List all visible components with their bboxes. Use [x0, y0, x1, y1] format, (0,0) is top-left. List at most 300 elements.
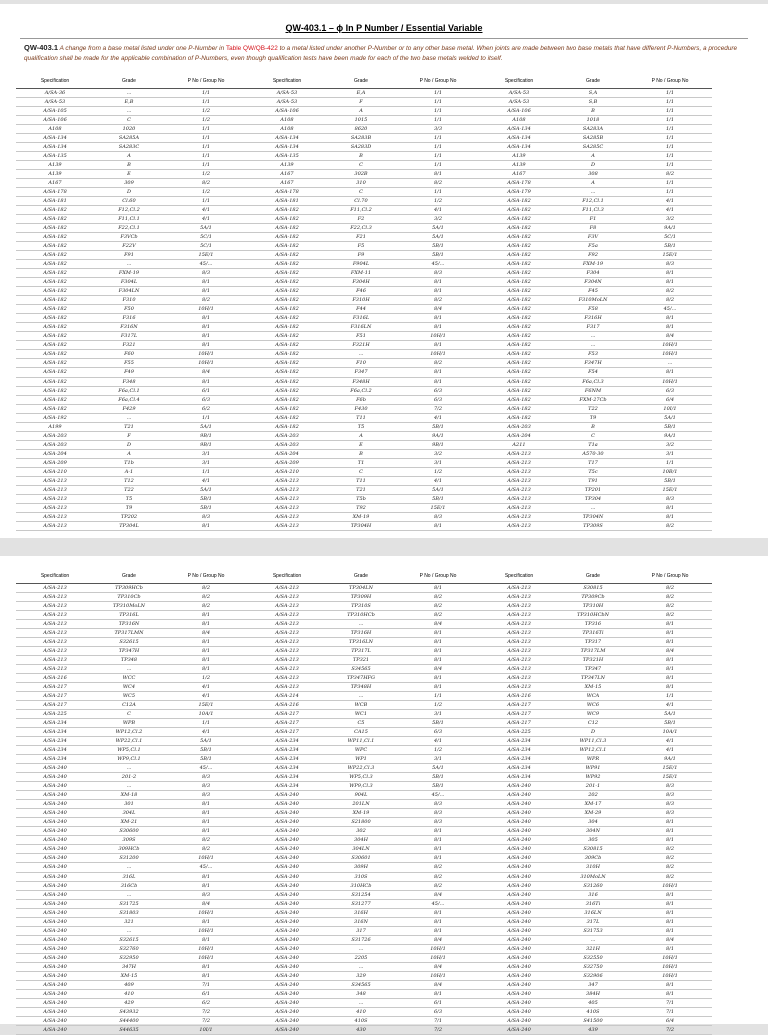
specification-cell: A/SA-213 [507, 594, 531, 601]
p-number-cell: 8/4 [665, 648, 675, 655]
specification-cell: A/SA-182 [275, 225, 299, 232]
specification-cell: A/SA-240 [43, 981, 67, 988]
grade-cell: TP317LMN [114, 630, 144, 637]
table-row [248, 719, 480, 728]
grade-cell: F1 [589, 216, 597, 223]
specification-cell: A/SA-204 [275, 450, 299, 457]
grade-cell: D [590, 729, 595, 736]
table-row [480, 459, 712, 468]
grade-cell: ... [126, 864, 132, 871]
specification-cell: A/SA-240 [275, 873, 299, 880]
table-row [248, 656, 480, 665]
table-row [248, 98, 480, 107]
table-row [248, 1017, 480, 1026]
table-row [480, 701, 712, 710]
specification-cell: A/SA-204 [43, 450, 67, 457]
table-header [480, 75, 712, 88]
grade-cell: A [359, 432, 363, 439]
specification-cell: A/SA-213 [275, 621, 299, 628]
table-row [16, 468, 248, 477]
specification-cell: A/SA-213 [43, 504, 67, 511]
table-row [16, 251, 248, 260]
specification-cell: A/SA-53 [276, 90, 298, 96]
p-number-cell: 3/2 [665, 216, 675, 223]
specification-cell: A/SA-182 [275, 333, 299, 340]
p-number-cell: 7/1 [665, 999, 675, 1006]
table-row [248, 891, 480, 900]
p-number-cell: 8/1 [201, 621, 211, 628]
specification-cell: A/SA-234 [43, 738, 67, 745]
table-row [480, 873, 712, 882]
grade-cell: WP9,Cl.1 [117, 756, 141, 763]
specification-cell: A/SA-240 [275, 1008, 299, 1015]
p-number-cell: 8/1 [433, 378, 443, 385]
p-number-cell: 8/1 [201, 612, 211, 619]
header-grade: Grade [586, 573, 600, 579]
p-number-cell: 7/1 [201, 981, 211, 988]
grade-cell: 316L [122, 873, 136, 880]
table-row [248, 116, 480, 125]
table-row [480, 909, 712, 918]
grade-cell: TP304N [582, 513, 604, 520]
table-row [248, 981, 480, 990]
specification-cell: A/SA-240 [507, 792, 531, 799]
specification-cell: A/SA-134 [275, 144, 299, 151]
specification-cell: A/SA-182 [275, 378, 299, 385]
grade-cell: S31726 [351, 936, 371, 943]
p-number-cell: 8/2 [665, 612, 675, 619]
p-number-cell: 8/2 [433, 612, 443, 619]
specification-cell: A167 [280, 171, 294, 178]
p-number-cell: 15E/1 [662, 765, 678, 772]
grade-cell: TP310MoLN [112, 603, 146, 610]
table-row [16, 981, 248, 990]
p-number-cell: 8/3 [201, 792, 211, 799]
grade-cell: XM-19 [352, 810, 370, 817]
p-number-cell: 8/1 [201, 963, 211, 970]
grade-cell: 316Ti [585, 900, 601, 907]
grade-cell: S32615 [119, 936, 139, 943]
p-number-cell: 3/1 [433, 459, 443, 466]
p-number-cell: 8/1 [201, 378, 211, 385]
grade-cell: A570-30 [582, 450, 604, 457]
grade-cell: 317L [586, 918, 600, 925]
specification-cell: A/SA-240 [43, 774, 67, 781]
specification-cell: A/SA-182 [43, 315, 67, 322]
grade-cell: S31260 [583, 882, 603, 889]
p-number-cell: 5B/1 [664, 423, 676, 430]
table-row [480, 782, 712, 791]
p-number-cell: 1/2 [433, 747, 443, 754]
specification-cell: A/SA-240 [43, 873, 67, 880]
p-number-cell: 1/1 [433, 153, 443, 160]
p-number-cell: 10I/1 [663, 405, 677, 412]
grade-cell: E [359, 441, 363, 448]
p-number-cell: 10A/1 [662, 729, 678, 736]
grade-cell: TP321H [582, 657, 604, 664]
specification-cell: A/SA-240 [275, 1017, 299, 1024]
table-row [16, 674, 248, 683]
grade-cell: 317 [356, 927, 366, 934]
table-row [480, 387, 712, 396]
table-row [248, 161, 480, 170]
specification-cell: A/SA-213 [507, 513, 531, 520]
specification-cell: A/SA-240 [275, 999, 299, 1006]
specification-cell: A/SA-182 [275, 423, 299, 430]
p-number-cell: 1/1 [665, 162, 675, 169]
p-number-cell: 8/1 [665, 981, 675, 988]
grade-cell: T17 [588, 459, 598, 466]
title-divider [20, 38, 748, 39]
grade-cell: ... [126, 783, 132, 790]
grade-cell: S32950 [119, 954, 139, 961]
p-number-cell: 45/... [431, 792, 445, 799]
p-number-cell: 15E/1 [430, 504, 446, 511]
p-number-cell: 4/1 [201, 684, 211, 691]
p-number-cell: 5A/1 [200, 738, 212, 745]
grade-cell: T5b [356, 495, 366, 502]
specification-cell: A/SA-213 [507, 603, 531, 610]
specification-cell: A/SA-240 [507, 837, 531, 844]
p-number-cell: 4/1 [201, 693, 211, 700]
table-row [16, 827, 248, 836]
specification-cell: A/SA-181 [275, 198, 299, 205]
specification-cell: A/SA-240 [43, 936, 67, 943]
grade-cell: 302 [356, 828, 366, 835]
p-number-cell: 8/2 [433, 594, 443, 601]
specification-cell: A/SA-182 [507, 315, 531, 322]
grade-cell: F10 [356, 360, 366, 367]
specification-cell: A/SA-182 [507, 342, 531, 349]
table-row [480, 359, 712, 368]
table-row [480, 918, 712, 927]
specification-cell: A/SA-182 [43, 387, 67, 394]
p-number-cell: 45/... [431, 261, 445, 268]
specification-cell: A/SA-213 [507, 612, 531, 619]
table-row [248, 845, 480, 854]
grade-cell: F58 [588, 306, 598, 313]
specification-cell: A/SA-203 [507, 423, 531, 430]
grade-cell: TP347LN [581, 675, 605, 682]
specification-cell: A/SA-240 [43, 990, 67, 997]
specification-cell: A/SA-182 [275, 252, 299, 259]
specification-cell: A/SA-217 [43, 684, 67, 691]
p-number-cell: 6/2 [201, 999, 211, 1006]
grade-cell: ... [358, 945, 364, 952]
table-row [16, 1026, 248, 1035]
p-number-cell: 7/1 [433, 1017, 443, 1024]
specification-cell: A/SA-182 [507, 261, 531, 268]
table-row [16, 918, 248, 927]
p-number-cell: 1/1 [433, 117, 443, 124]
specification-cell: A/SA-213 [43, 639, 67, 646]
p-number-cell: 5B/1 [432, 783, 444, 790]
table-row [480, 755, 712, 764]
grade-cell: S34565 [351, 666, 371, 673]
table-row [16, 755, 248, 764]
p-number-cell: 8/1 [433, 684, 443, 691]
specification-cell: A/SA-216 [507, 693, 531, 700]
p-number-cell: 1/1 [433, 189, 443, 196]
specification-cell: A/SA-240 [275, 837, 299, 844]
grade-cell: 1018 [586, 117, 600, 124]
grade-cell: F316LN [350, 324, 372, 331]
p-number-cell: 8/2 [665, 585, 675, 591]
table-row [480, 963, 712, 972]
table-row [16, 134, 248, 143]
table-row [248, 873, 480, 882]
table-row [16, 665, 248, 674]
p-number-cell: 8/2 [665, 873, 675, 880]
grade-cell: D [590, 162, 595, 169]
specification-cell: A/SA-240 [507, 900, 531, 907]
table-row [16, 414, 248, 423]
specification-cell: A/SA-213 [507, 630, 531, 637]
table-row [480, 999, 712, 1008]
specification-cell: A/SA-213 [43, 513, 67, 520]
specification-cell: A/SA-240 [43, 801, 67, 808]
p-number-cell: 10H/1 [430, 945, 446, 952]
p-number-cell: 10H/1 [198, 855, 214, 862]
p-number-cell: 5B/1 [200, 504, 212, 511]
grade-cell: ... [358, 351, 364, 358]
grade-cell: ... [358, 963, 364, 970]
p-number-cell: 8/1 [201, 279, 211, 286]
grade-cell: B [591, 423, 595, 430]
p-number-cell: 4/1 [665, 207, 675, 214]
grade-cell: F49 [124, 369, 134, 376]
table-row [248, 593, 480, 602]
grade-cell: T91 [588, 477, 598, 484]
table-row [480, 863, 712, 872]
grade-cell: 904L [354, 792, 368, 799]
specification-cell: A/SA-182 [507, 414, 531, 421]
p-number-cell: 8/2 [665, 864, 675, 871]
p-number-cell: 1/1 [665, 90, 675, 96]
specification-cell: A/SA-216 [275, 702, 299, 709]
table-row [480, 197, 712, 206]
specification-cell: A/SA-182 [507, 306, 531, 313]
p-number-cell: 8/2 [665, 522, 675, 529]
specification-cell: A/SA-182 [507, 225, 531, 232]
table-row [248, 972, 480, 981]
p-number-cell: 4/1 [665, 198, 675, 205]
grade-cell: A [127, 450, 131, 457]
specification-cell: A/SA-213 [507, 621, 531, 628]
table-row [480, 278, 712, 287]
specification-cell: A/SA-213 [275, 513, 299, 520]
p-number-cell: 1/2 [201, 675, 211, 682]
table-row [16, 197, 248, 206]
table-row [480, 620, 712, 629]
specification-cell: A/SA-213 [507, 459, 531, 466]
specification-cell: A/SA-182 [507, 297, 531, 304]
p-number-cell: 10H/1 [198, 927, 214, 934]
grade-cell: T22 [124, 486, 134, 493]
specification-cell: A/SA-182 [275, 207, 299, 214]
specification-cell: A/SA-182 [507, 288, 531, 295]
p-number-cell: 8/1 [201, 819, 211, 826]
table-row [248, 791, 480, 800]
table-row [16, 323, 248, 332]
specification-cell: A/SA-240 [507, 954, 531, 961]
specification-cell: A139 [512, 162, 526, 169]
table-row [16, 224, 248, 233]
table-row [248, 863, 480, 872]
p-number-cell: 4/1 [433, 207, 443, 214]
grade-cell: XM-29 [584, 810, 602, 817]
grade-cell: WC5 [122, 693, 136, 700]
specification-cell: A/SA-182 [275, 279, 299, 286]
p-number-cell: 8/1 [433, 837, 443, 844]
grade-cell: WPC [354, 747, 368, 754]
specification-cell: A/SA-240 [507, 972, 531, 979]
p-number-cell: 4/1 [201, 729, 211, 736]
grade-cell: 409 [124, 981, 134, 988]
p-number-cell: 8/1 [433, 855, 443, 862]
document-page-2 [0, 556, 768, 1033]
p-number-cell: 9B/1 [432, 441, 444, 448]
grade-cell: S31254 [351, 891, 371, 898]
p-number-cell: 8/1 [201, 648, 211, 655]
specification-cell: A/SA-182 [43, 288, 67, 295]
p-number-table-2 [248, 75, 480, 531]
grade-cell: B [359, 450, 363, 457]
grade-cell: XM-21 [120, 819, 138, 826]
table-row [16, 296, 248, 305]
grade-cell: E [127, 171, 131, 178]
specification-cell: A211 [512, 441, 526, 448]
specification-cell: A/SA-240 [43, 918, 67, 925]
table-row [248, 773, 480, 782]
p-number-cell: 8/1 [433, 927, 443, 934]
p-number-table-5 [248, 570, 480, 1035]
p-number-cell: 4/1 [201, 207, 211, 214]
p-number-cell: 8/1 [665, 945, 675, 952]
header-p-number: P No / Group No [419, 78, 457, 84]
p-number-cell: 9A/1 [664, 432, 676, 439]
grade-cell: TP310H [582, 603, 604, 610]
table-row [16, 396, 248, 405]
table-row [248, 764, 480, 773]
specification-cell: A/SA-240 [43, 1017, 67, 1024]
p-number-cell: 8/1 [433, 585, 443, 591]
grade-cell: S31803 [119, 909, 139, 916]
specification-cell: A/SA-240 [507, 882, 531, 889]
grade-cell: C [359, 189, 363, 196]
table-header [16, 570, 248, 583]
grade-cell: 302B [354, 171, 368, 178]
table-row [248, 170, 480, 179]
specification-cell: A/SA-182 [43, 207, 67, 214]
grade-cell: WP11,Cl.1 [347, 738, 375, 745]
grade-cell: 410 [356, 1008, 366, 1015]
specification-cell: A/SA-234 [43, 729, 67, 736]
table-row [480, 233, 712, 242]
grade-cell: F6b [356, 396, 366, 403]
grade-cell: ... [590, 936, 596, 943]
specification-cell: A/SA-182 [507, 369, 531, 376]
grade-cell: WC4 [122, 684, 136, 691]
header-p-number: P No / Group No [187, 573, 225, 579]
table-row [16, 701, 248, 710]
specification-cell: A/SA-213 [507, 585, 531, 591]
table-reference-link[interactable]: Table QW/QB-422 [225, 45, 278, 52]
specification-cell: A/SA-213 [275, 585, 299, 591]
grade-cell: Cl.60 [122, 198, 136, 205]
table-row [248, 332, 480, 341]
grade-cell: S31753 [583, 927, 603, 934]
grade-cell: F321 [122, 342, 136, 349]
table-header [248, 570, 480, 583]
p-number-cell: 6/3 [665, 387, 675, 394]
grade-cell: 310H [586, 864, 600, 871]
header-specification: Specification [272, 78, 302, 84]
grade-cell: ... [126, 414, 132, 421]
p-number-cell: 10H/1 [430, 333, 446, 340]
grade-cell: ... [590, 333, 596, 340]
grade-cell: 321H [586, 945, 600, 952]
grade-cell: C12 [587, 720, 599, 727]
grade-cell: F51 [356, 333, 366, 340]
p-number-cell: 8/1 [201, 666, 211, 673]
header-specification: Specification [40, 573, 70, 579]
p-number-cell: 10H/1 [662, 963, 678, 970]
table-row [16, 206, 248, 215]
p-number-cell: 8/2 [665, 297, 675, 304]
specification-cell: A/SA-240 [507, 909, 531, 916]
grade-cell: F316 [122, 315, 136, 322]
table-row [480, 368, 712, 377]
specification-cell: A/SA-240 [275, 972, 299, 979]
p-number-cell: 7/2 [201, 1017, 211, 1024]
grade-cell: FXM-11 [350, 270, 372, 277]
grade-cell: F [359, 99, 363, 106]
table-row [248, 638, 480, 647]
p-number-cell: 8/1 [665, 675, 675, 682]
table-row [480, 882, 712, 891]
header-specification: Specification [504, 573, 534, 579]
p-number-cell: 10H/1 [430, 954, 446, 961]
table-row [248, 513, 480, 522]
specification-cell: A/SA-213 [507, 495, 531, 502]
p-number-cell: 1/2 [201, 117, 211, 124]
specification-cell: A/SA-234 [275, 756, 299, 763]
p-number-cell: 1/1 [201, 144, 211, 151]
specification-cell: A/SA-213 [507, 450, 531, 457]
specification-cell: A108 [280, 126, 294, 133]
grade-cell: D [126, 189, 131, 196]
table-row [480, 800, 712, 809]
table-row [16, 611, 248, 620]
p-number-cell: 8/3 [201, 270, 211, 277]
table-row [248, 809, 480, 818]
p-number-cell: 5B/1 [432, 252, 444, 259]
specification-cell: A/SA-240 [275, 801, 299, 808]
table-body [248, 583, 480, 1035]
specification-cell: A/SA-53 [44, 99, 66, 106]
specification-cell: A/SA-214 [275, 693, 299, 700]
p-number-cell: 8/3 [433, 801, 443, 808]
grade-cell: T22 [588, 405, 598, 412]
table-row [480, 746, 712, 755]
grade-cell: WP22,Cl.1 [115, 738, 143, 745]
page-title: QW-403.1 – ϕ In P Number / Essential Variable [285, 23, 483, 33]
p-number-cell: 8/2 [433, 603, 443, 610]
specification-cell: A/SA-134 [43, 135, 67, 142]
p-number-cell: 8/1 [201, 333, 211, 340]
table-row [480, 432, 712, 441]
